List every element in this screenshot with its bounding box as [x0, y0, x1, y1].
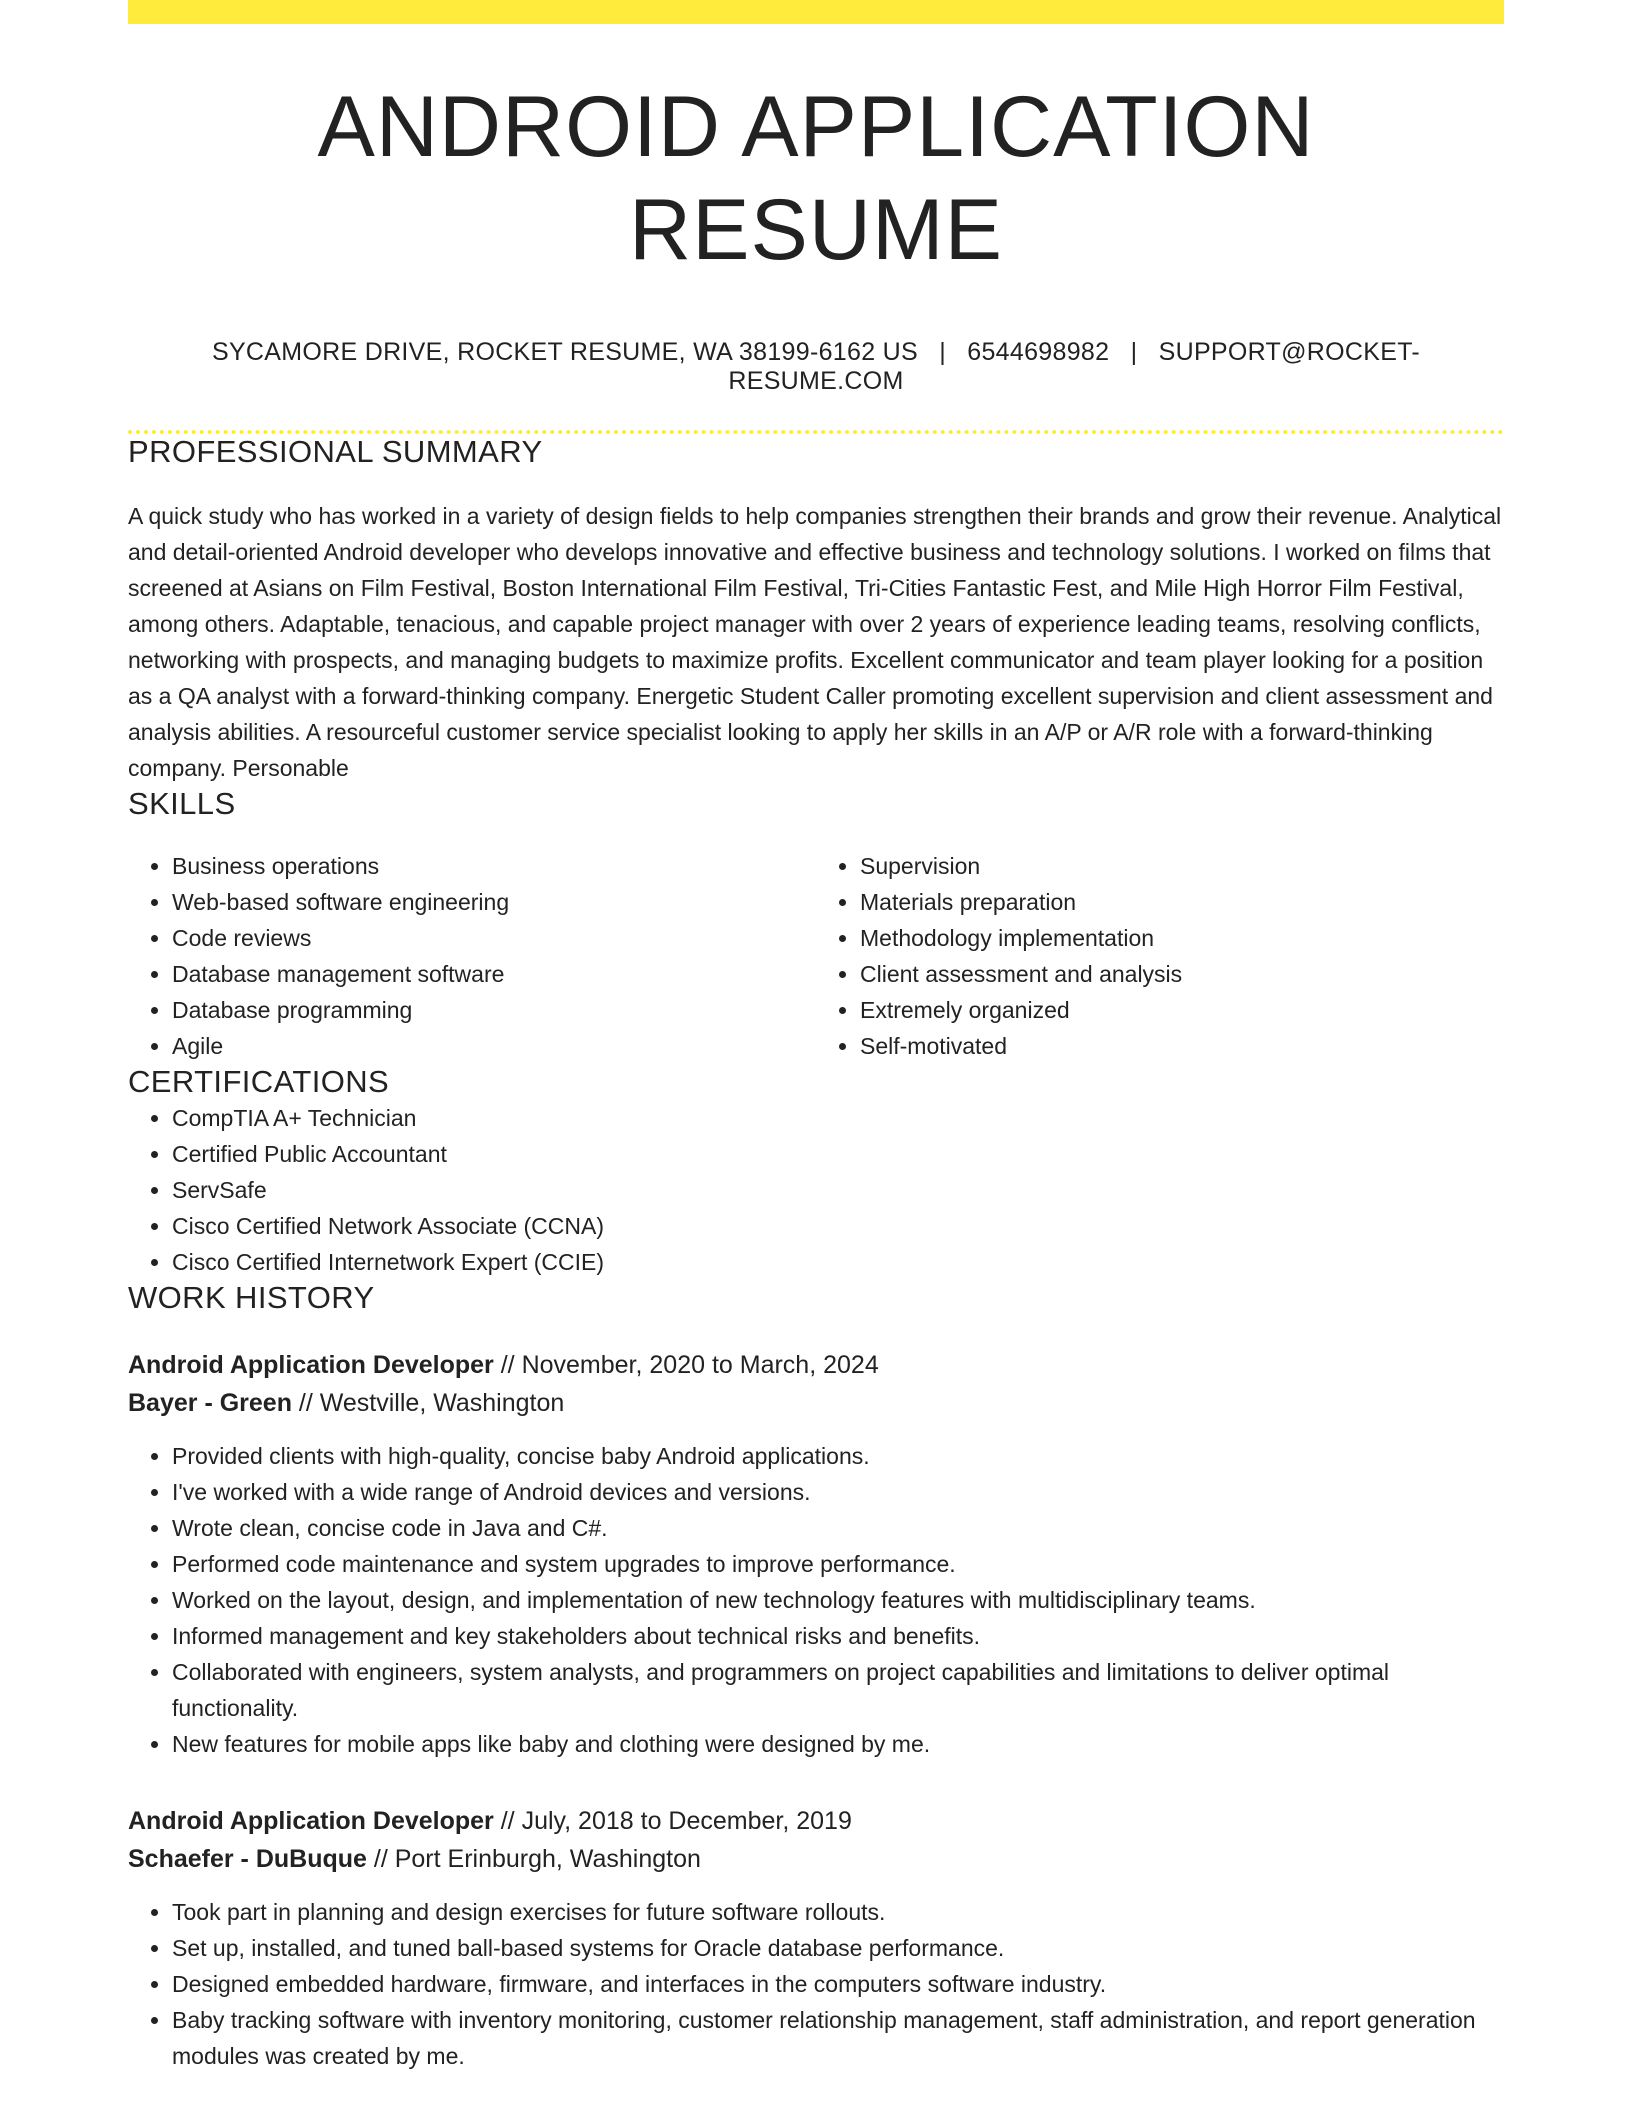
contact-email: SUPPORT@ROCKET-RESUME.COM — [728, 338, 1421, 396]
skill-item: • Extremely organized — [860, 992, 1504, 1028]
certification-item: • ServSafe — [172, 1172, 1504, 1208]
contact-phone: 6544698982 — [967, 338, 1110, 367]
skill-item: • Database management software — [172, 956, 816, 992]
job-company-line — [128, 1840, 1504, 1878]
job-location: // Port Erinburgh, Washington — [366, 1845, 701, 1874]
job-dates: // July, 2018 to December, 2019 — [493, 1807, 852, 1836]
resume-title: ANDROID APPLICATION RESUME — [317, 79, 1315, 279]
job-bullet: • I've worked with a wide range of Android devices and versions. — [172, 1474, 1504, 1510]
job-company: Schaefer - DuBuque — [128, 1845, 367, 1874]
certification-item: • Cisco Certified Internetwork Expert (CCIE) — [172, 1244, 1504, 1280]
contact-separator: | — [939, 338, 947, 367]
skill-item: • Methodology implementation — [860, 920, 1504, 956]
job-company-line — [128, 1384, 1504, 1422]
job-bullet: • Baby tracking software with inventory monitoring, customer relationship management, staff administration, and report generation modules was created by me. — [172, 2002, 1504, 2074]
job-bullet: • New features for mobile apps like baby and clothing were designed by me. — [172, 1726, 1504, 1762]
skill-item: • Self-motivated — [860, 1028, 1504, 1064]
skill-item: • Business operations — [172, 848, 816, 884]
contact-line — [128, 338, 1504, 396]
skill-item: • Code reviews — [172, 920, 816, 956]
job-bullets — [128, 1894, 1504, 2074]
job-bullet: • Provided clients with high-quality, concise baby Android applications. — [172, 1438, 1504, 1474]
job-bullet: • Informed management and key stakeholders about technical risks and benefits. — [172, 1618, 1504, 1654]
job-location: // Westville, Washington — [291, 1389, 565, 1418]
job-bullet: • Wrote clean, concise code in Java and C#. — [172, 1510, 1504, 1546]
job-company: Bayer - Green — [128, 1389, 292, 1418]
job-dates: // November, 2020 to March, 2024 — [493, 1351, 879, 1380]
job-bullet: • Designed embedded hardware, firmware, and interfaces in the computers software industry. — [172, 1966, 1504, 2002]
job-entry — [128, 1802, 1504, 2074]
skills-list-left — [128, 848, 816, 1064]
job-title: Android Application Developer — [128, 1351, 494, 1380]
summary-heading: PROFESSIONAL SUMMARY — [128, 434, 543, 470]
job-title: Android Application Developer — [128, 1807, 494, 1836]
skill-item: • Client assessment and analysis — [860, 956, 1504, 992]
job-bullets — [128, 1438, 1504, 1762]
skill-item: • Supervision — [860, 848, 1504, 884]
certification-item: • Cisco Certified Network Associate (CCNA) — [172, 1208, 1504, 1244]
skills-columns — [128, 848, 1504, 1064]
work-history-heading: WORK HISTORY — [128, 1280, 375, 1316]
job-entry — [128, 1346, 1504, 1762]
resume-content — [128, 0, 1504, 2074]
skill-item: • Web-based software engineering — [172, 884, 816, 920]
contact-address: SYCAMORE DRIVE, ROCKET RESUME, WA 38199-6162 US — [211, 338, 918, 367]
job-bullet: • Set up, installed, and tuned ball-based systems for Oracle database performance. — [172, 1930, 1504, 1966]
skill-item: • Database programming — [172, 992, 816, 1028]
certification-item: • Certified Public Accountant — [172, 1136, 1504, 1172]
certification-item: • CompTIA A+ Technician — [172, 1100, 1504, 1136]
certifications-heading: CERTIFICATIONS — [128, 1064, 390, 1100]
skills-list-right — [816, 848, 1504, 1064]
job-bullet: • Took part in planning and design exercises for future software rollouts. — [172, 1894, 1504, 1930]
job-title-line — [128, 1346, 1504, 1384]
contact-separator: | — [1130, 338, 1138, 367]
job-bullet: • Worked on the layout, design, and implementation of new technology features with multidisciplinary teams. — [172, 1582, 1504, 1618]
skills-heading: SKILLS — [128, 786, 236, 822]
certifications-list — [128, 1100, 1504, 1280]
job-bullet: • Performed code maintenance and system upgrades to improve performance. — [172, 1546, 1504, 1582]
job-title-line — [128, 1802, 1504, 1840]
summary-text: A quick study who has worked in a variety of design fields to help companies strengthen their brands and grow their revenue. Analytical and detail-oriented Android developer who develops innovative and effective business and technology solutions. I worked on films that screened at Asians on Film Festival, Boston International Film Festival, Tri-Cities Fantastic Fest, and Mile High Horror Film Festival, among others. Adaptable, tenacious, and capable project manager with over 2 years of experience leading teams, resolving conflicts, networking with prospects, and managing budgets to maximize profits. Excellent communicator and team player looking for a position as a QA analyst with a forward-thinking company. Energetic Student Caller promoting excellent supervision and client assessment and analysis abilities. A resourceful customer service specialist looking to apply her skills in an A/P or A/R role with a forward-thinking company. Personable — [128, 503, 1502, 782]
job-bullet: • Collaborated with engineers, system analysts, and programmers on project capabilities and limitations to deliver optimal functionality. — [172, 1654, 1504, 1726]
skill-item: • Materials preparation — [860, 884, 1504, 920]
skill-item: • Agile — [172, 1028, 816, 1064]
